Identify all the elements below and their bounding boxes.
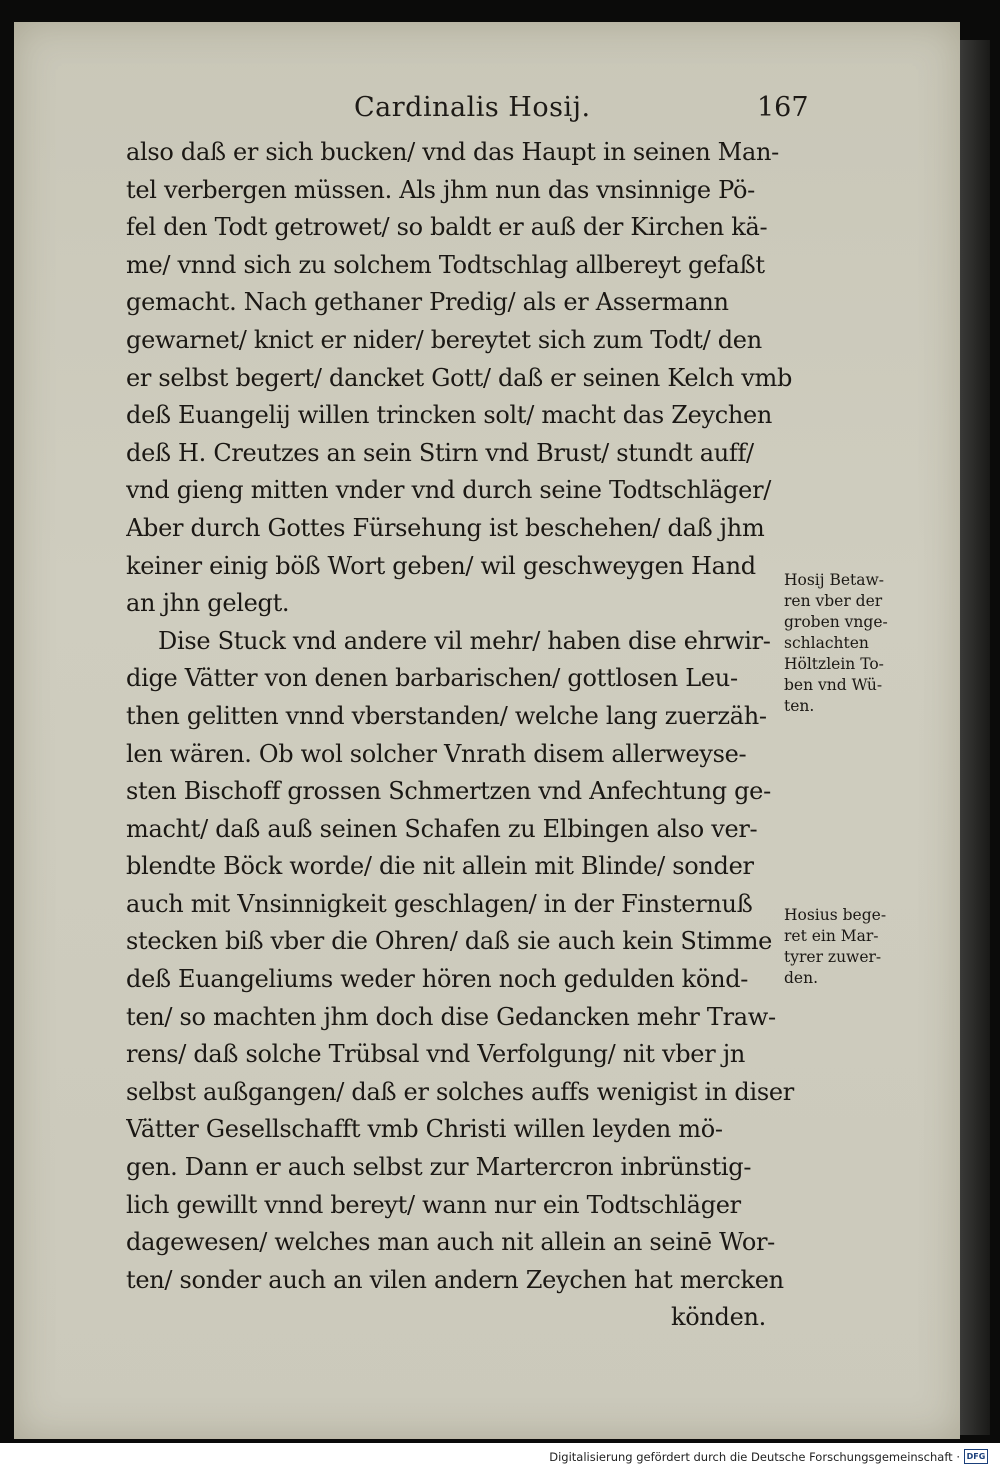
dfg-logo: DFG — [964, 1449, 988, 1464]
marginal-note-betawren — [784, 570, 954, 717]
text-line: sten Bischoff grossen Schmertzen vnd Anfechtung ge‑ — [126, 777, 771, 806]
text-line: dige Vätter von denen barbarischen/ gottlosen Leu‑ — [126, 664, 738, 693]
text-line: vnd gieng mitten vnder vnd durch seine Todtschläger/ — [126, 476, 772, 505]
text-line: me/ vnnd sich zu solchem Todtschlag allbereyt gefaßt — [126, 250, 765, 279]
marginal-note-line: Hosius bege‑ — [784, 906, 887, 924]
book-page — [14, 22, 960, 1439]
text-line: gen. Dann er auch selbst zur Martercron inbrünstig‑ — [126, 1153, 752, 1182]
text-line: rens/ daß solche Trübsal vnd Verfolgung/ nit vber jn — [126, 1040, 746, 1069]
page-number: 167 — [757, 92, 809, 123]
marginal-note-line: den. — [784, 969, 819, 987]
text-line: ten/ sonder auch an vilen andern Zeychen hat mercken — [126, 1265, 784, 1294]
marginal-note-line: groben vnge‑ — [784, 613, 888, 631]
marginal-note-line: schlachten — [784, 634, 869, 652]
marginal-note-line: Hosij Betaw‑ — [784, 571, 885, 589]
marginal-note-martyrer — [784, 905, 954, 989]
text-line: Vätter Gesellschafft vmb Christi willen leyden mö‑ — [126, 1115, 723, 1144]
text-line: selbst außgangen/ daß er solches auffs wenigist in diser — [126, 1077, 794, 1106]
text-line: könden. — [670, 1303, 766, 1332]
text-line: stecken biß vber die Ohren/ daß sie auch kein Stimme — [126, 927, 773, 956]
text-line: then gelitten vnnd vberstanden/ welche lang zuerzäh‑ — [126, 701, 767, 730]
text-line: deß H. Creutzes an sein Stirn vnd Brust/ stundt auff/ — [126, 438, 754, 467]
text-line: tel verbergen müssen. Als jhm nun das vnsinnige Pö‑ — [126, 175, 755, 204]
text-line: Dise Stuck vnd andere vil mehr/ haben dise ehrwir‑ — [158, 626, 771, 655]
main-text-block — [126, 134, 806, 1337]
text-line: deß Euangelij willen trincken solt/ macht das Zeychen — [126, 401, 773, 430]
text-line: ten/ so machten jhm doch dise Gedancken mehr Traw‑ — [126, 1002, 776, 1031]
text-line: an jhn gelegt. — [126, 589, 290, 618]
text-line: lich gewillt vnnd bereyt/ wann nur ein Todtschläger — [126, 1190, 741, 1219]
text-line: er selbst begert/ dancket Gott/ daß er seinen Kelch vmb — [126, 363, 793, 392]
text-line: gewarnet/ knict er nider/ bereytet sich zum Todt/ den — [126, 325, 762, 354]
text-line: len wären. Ob wol solcher Vnrath disem allerweyse‑ — [126, 739, 747, 768]
text-line: auch mit Vnsinnigkeit geschlagen/ in der Finsternuß — [126, 889, 753, 918]
text-line: dagewesen/ welches man auch nit allein an seinē Wor‑ — [126, 1228, 775, 1257]
marginal-note-line: ret ein Mar‑ — [784, 927, 879, 945]
funding-credit: Digitalisierung gefördert durch die Deutsche Forschungsgemeinschaft · — [549, 1450, 960, 1464]
text-line: gemacht. Nach gethaner Predig/ als er Assermann — [126, 288, 729, 317]
marginal-note-line: ten. — [784, 697, 815, 715]
book-fore-edge — [960, 40, 990, 1435]
marginal-note-line: ben vnd Wü‑ — [784, 676, 883, 694]
text-line: deß Euangeliums weder hören noch gedulden könd‑ — [126, 965, 749, 994]
marginal-note-line: tyrer zuwer‑ — [784, 948, 882, 966]
text-line: also daß er sich bucken/ vnd das Haupt in seinen Man‑ — [126, 138, 779, 166]
marginal-note-line: Höltzlein To‑ — [784, 655, 884, 673]
running-head: Cardinalis Hosij. — [354, 92, 591, 123]
text-line: blendte Böck worde/ die nit allein mit Blinde/ sonder — [126, 852, 754, 881]
text-line: keiner einig böß Wort geben/ wil geschweygen Hand — [126, 551, 756, 580]
text-line: macht/ daß auß seinen Schafen zu Elbingen also ver‑ — [126, 814, 758, 843]
marginal-note-line: ren vber der — [784, 592, 883, 610]
footer-bar — [0, 1443, 1000, 1469]
text-line: fel den Todt getrowet/ so baldt er auß der Kirchen kä‑ — [126, 213, 768, 242]
text-line: Aber durch Gottes Fürsehung ist beschehen/ daß jhm — [126, 513, 765, 542]
